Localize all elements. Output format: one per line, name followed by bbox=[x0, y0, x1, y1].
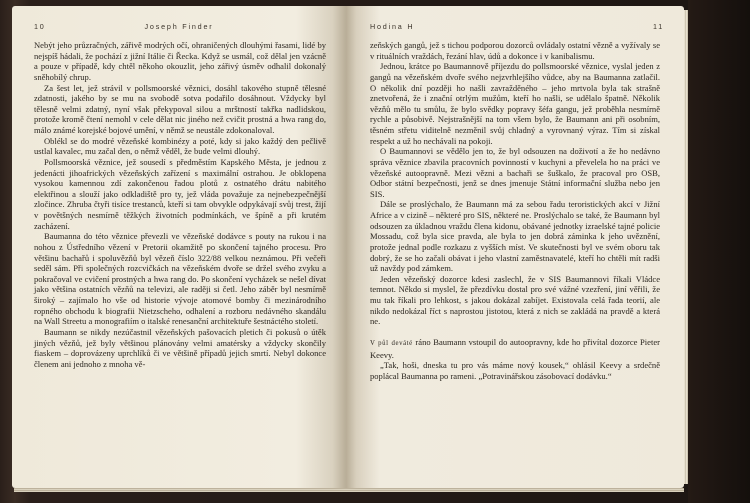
section-lead-rest: ráno Baumann vstoupil do autoopravny, kde ho přivítal dozorce Pieter Keevy. bbox=[370, 336, 660, 360]
background-right bbox=[688, 0, 750, 503]
right-paragraph: Jednou, krátce po Baumannově příjezdu do pollsmoorské věznice, vyslal jeden z gangů na vězeňském dvoře svého nejzvrhlejšího vůdce, aby na Baumanna zatlačil. O několik dní později ho našli zavražděného – jeho mrtvola byla tak strašně znetvořená, že i znační otrlým mužům, kteří ho našli, se udělalo špatně. Několik vězňů mělo tu smůlu, že bylo svědky popravy šéfa gangu, jež proběhla nesmírně rychle a působivě. Nejstrašnější na tom všem bylo, že Baumann ani při osobním, těsném střetu viditelně nezměnil svůj chladný a vyrovnaný výraz. Tím si získal respekt a už ho nechávali na pokoji. bbox=[370, 61, 660, 146]
left-page-number: 10 bbox=[34, 22, 46, 31]
left-paragraph: Za šest let, jež strávil v pollsmoorské věznici, dosáhl takového stupně tělesné zdatnosti, jakého by se mu na svobodě sotva podařilo dosáhnout. Vždycky byl tělesně velmi zdatný, nyní však překypoval silou a mrštností takřka nadlidskou, protože kromě čtení nemohl v cele dělat nic jiného než cvičit prostná a hwa rang do, málo známé korejské bojové umění, v němž se neustále zdokonaloval. bbox=[34, 82, 326, 135]
right-running-head: Hodina H bbox=[370, 22, 415, 31]
section-opening-paragraph bbox=[370, 337, 660, 360]
left-paragraph: Pollsmoorská věznice, jež sousedí s předměstím Kapského Města, je jednou z jedenácti jihoafrických vězeňských zařízení s maximální ostrahou. Je obklopena vysokou kamennou zdí zakončenou řadou plotů z ostnatého drátu nabitého elektřinou a slouží jako odkladiště pro ty, jež vláda považuje za nejnebezpečnější zločince. Zhruba čtyři tisíce trestanců, kteří si tam obvykle odpykávají svůj trest, žijí v povětšných nesmírně těžkých životních podmínkách, ve špíně a při krutém zacházení. bbox=[34, 156, 326, 231]
left-paragraph: Nebýt jeho průzračných, zářivě modrých očí, ohraničených dlouhými řasami, lidé by nejspíš hádali, že pochází z jižní Itálie či Řecka. Když se usmál, což dělal jen vzácně a pouze v případě, kdy chtěl někoho okouzlit, jeho zářivý úsměv odhalil dokonalý sněhobílý chrup. bbox=[34, 40, 326, 82]
left-running-head: Joseph Finder bbox=[144, 22, 214, 31]
page-edges-bottom bbox=[14, 488, 684, 492]
left-page-text bbox=[34, 40, 326, 369]
right-page bbox=[346, 6, 684, 488]
right-paragraph: „Tak, hoši, dneska tu pro vás máme nový kousek,“ ohlásil Keevy a srdečně poplácal Baumanna po rameni. „Potravinářskou zásobovací dodávku.“ bbox=[370, 360, 660, 381]
right-paragraph: zeňských gangů, jež s tichou podporou dozorců ovládaly ostatní vězně a vyžívaly se v rituálních vraždách, řezání hlav, údů a dokonce i v kanibalismu. bbox=[370, 40, 660, 61]
left-page bbox=[12, 6, 346, 488]
right-page-text bbox=[370, 40, 660, 381]
left-paragraph: Oblékl se do modré vězeňské kombinézy a poté, kdy si jako každý den pečlivě ustlal kavalec, mu začal den, o němž věděl, že bude velmi dlouhý. bbox=[34, 135, 326, 157]
right-paragraph: Jeden vězeňský dozorce kdesi zaslechl, že v SIS Baumannovi říkali Vládce temnot. Někdo si myslel, že přezdívku dostal pro své vážné vzezření, jiní věřili, že mu tak říkali pro lehkost, s jakou dokázal zabíjet. Existovala celá řada teorií, ale nikdo nedokázal říct s naprostou jistotou, která z nich se zakládá na pravdě a která ne. bbox=[370, 273, 660, 327]
right-paragraph: O Baumannovi se vědělo jen to, že byl odsouzen na doživotí a že ho nedávno správa věznice zbavila pracovních povinností v kuchyni a převelela ho na práci ve vězeňské autoopravně. Mezi vězni a bachaři se šuškalo, že pracoval pro OSB, Odbor státní bezpečnosti, jenž se dnes jmenuje Státní informační služba nebo jen SIS. bbox=[370, 146, 660, 199]
left-paragraph: Baumanna do této věznice převezli ve vězeňské dodávce s pouty na rukou i na nohou z Ústředního vězení v Pretorii okamžitě po skončení tajného procesu. Pro většinu bachařů i spoluvězňů byl vězeň číslo 322/88 velkou neznámou. Při večeři seděl sám. Při společných rozcvičkách na vězeňském dvoře se držel svého zvyku a pokračoval ve cvičení prostných a hwa rang do. Po skončení vycházek se nešel dívat jako většina ostatních vězňů na televizi, ale raději si četl. Jeho záběr byl nesmírně široký – zajímalo ho vše od historie vývoje atomové bomby či mezinárodního ropného obchodu k biografii Nietzscheho, odhalení a rozboru nedávného skandálu na Wall Streetu a monografiím o italské renesanční architektuře šestnáctého století. bbox=[34, 231, 326, 327]
left-paragraph: Baumann se nikdy nezúčastnil vězeňských pašovacích pletich či pokusů o útěk jiných vězňů, jež byly většinou plánovány velmi amatérsky a vždycky skončily fiaskem – doprovázeny uprchlíků či ve většině případů jejich smrtí. Nebyl dokonce členem ani jednoho z mnoha vě- bbox=[34, 326, 326, 369]
right-paragraph: Dále se proslýchalo, že Baumann má za sebou řadu teroristických akcí v Jižní Africe a v cizině – některé pro SIS, některé ne. Proslýchalo se také, že Baumann byl odsouzen za úkladnou vraždu člena kidonu, obávané jednotky izraelské tajné policie Mossadu, což byla sice pravda, ale byla to jen dobrá záminka k jeho uvěznění, protože jednal podle rozkazu z vyšších míst. Ve skutečnosti byl ve svém oboru tak dobrý, že se ho začali obávat i jeho vlastní zaměstnavatelé, kteří ho chtěli mít radši už navždy pod zámkem. bbox=[370, 199, 660, 274]
section-break bbox=[370, 327, 660, 337]
right-page-number: 11 bbox=[652, 22, 664, 31]
section-lead-small-caps: V půl deváté bbox=[370, 339, 413, 347]
